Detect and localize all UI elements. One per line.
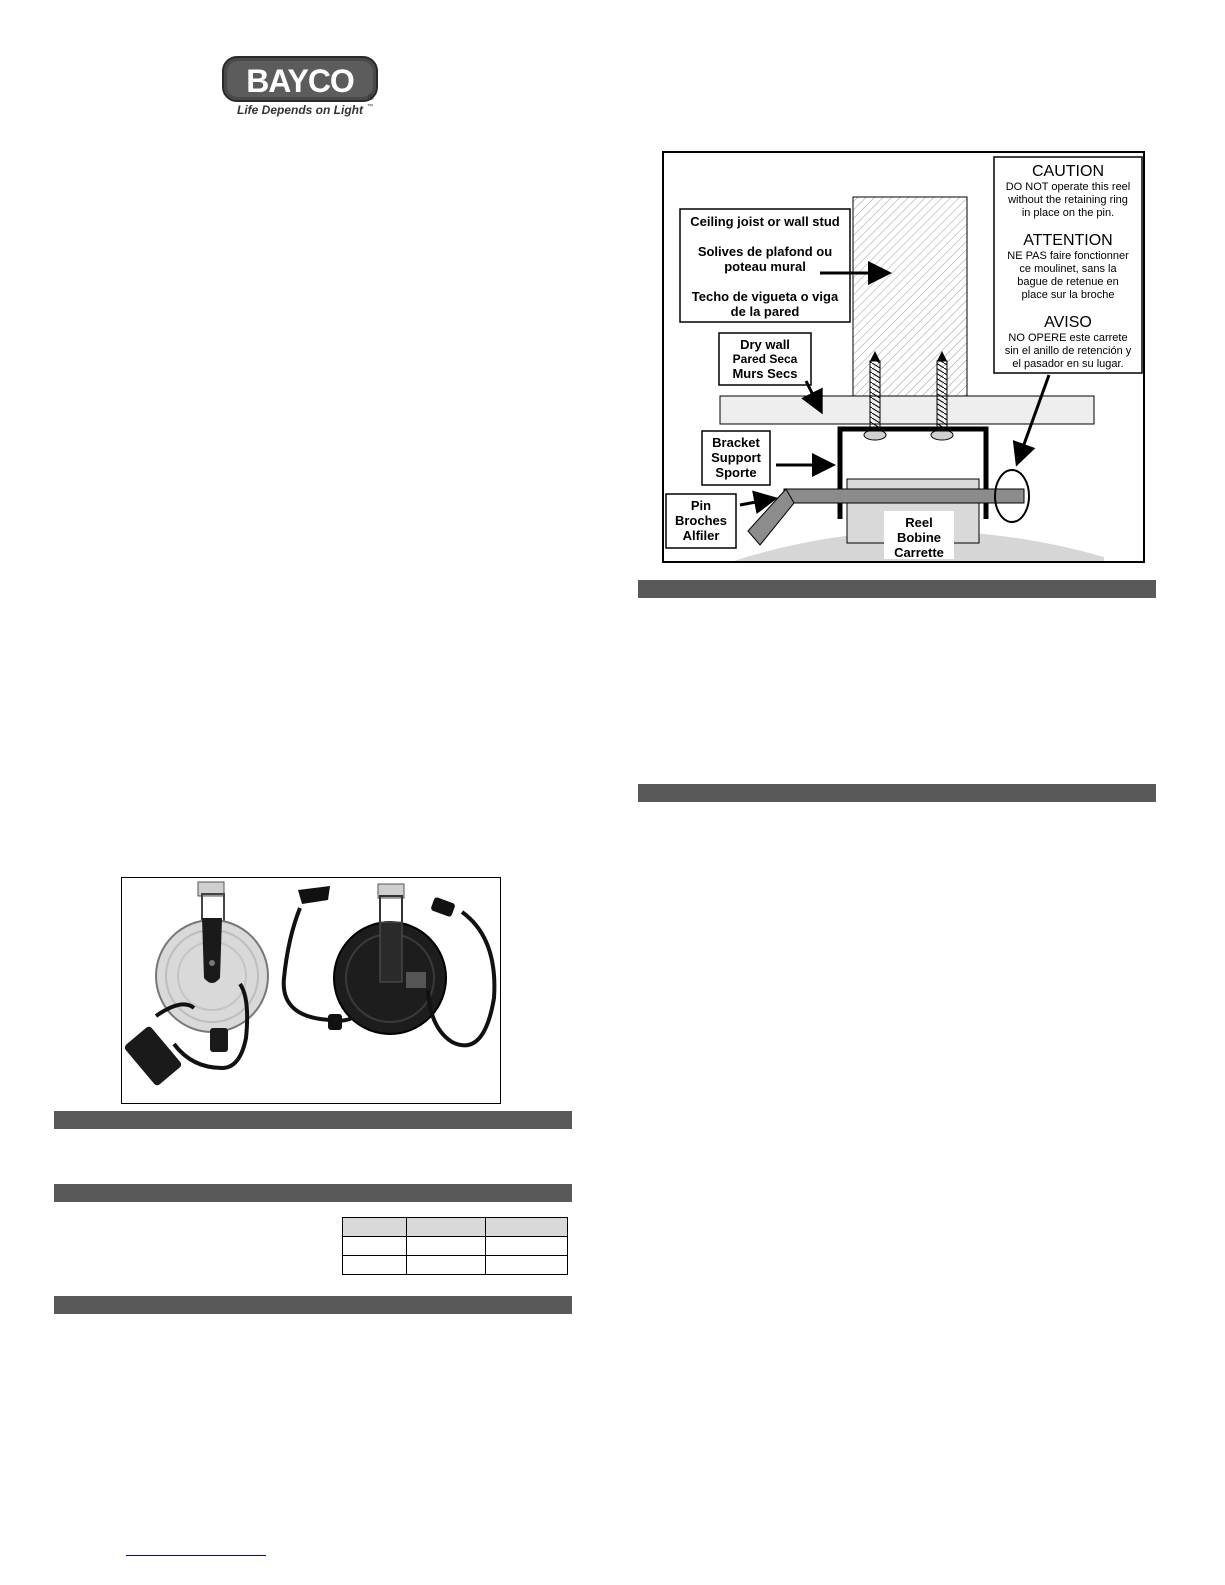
reel-label-fr: Bobine <box>896 530 942 545</box>
screw <box>937 361 947 433</box>
caution-title: CAUTION <box>1032 163 1104 180</box>
reel-label-es: Carrette <box>894 545 944 560</box>
caution-line: in place on the pin. <box>1021 207 1115 219</box>
bracket-label-fr: Support <box>711 450 761 465</box>
pin <box>784 489 1024 503</box>
bayco-logo <box>222 56 378 120</box>
caution-line: without the retaining ring <box>1008 194 1128 206</box>
section-header-bar <box>638 784 1156 802</box>
t-plug <box>298 886 330 904</box>
bayco-logo-graphic <box>222 56 378 120</box>
table-row <box>343 1237 568 1256</box>
table-cell <box>486 1256 568 1275</box>
product-photo <box>121 877 501 1104</box>
section-header-bar <box>638 580 1156 598</box>
aviso-line: el pasador en su lugar. <box>1012 358 1124 370</box>
caution-line: DO NOT operate this reel <box>1005 181 1131 193</box>
drywall-label-es: Pared Seca <box>732 352 798 366</box>
cord-reel-image <box>122 878 500 1103</box>
attention-line: ce moulinet, sans la <box>1019 263 1117 275</box>
table-cell <box>407 1256 486 1275</box>
hyperlink-underline[interactable] <box>126 1555 266 1556</box>
attention-line: NE PAS faire fonctionner <box>1007 250 1129 262</box>
table-cell <box>407 1218 486 1237</box>
table-row <box>343 1256 568 1275</box>
trademark-mark: ™ <box>367 104 373 110</box>
pin-label-es: Alfiler <box>682 528 720 543</box>
table-cell <box>343 1256 407 1275</box>
table-cell <box>486 1218 568 1237</box>
black-reel-plug <box>430 897 455 918</box>
brand-tagline: Life Depends on Light <box>237 103 363 117</box>
aviso-line: NO OPERE este carrete <box>1008 332 1128 344</box>
mounting-diagram-graphic <box>664 153 1143 561</box>
pin-label-fr: Broches <box>674 513 728 528</box>
registered-mark: ® <box>368 93 374 102</box>
section-header-bar <box>54 1184 572 1202</box>
aviso-title: AVISO <box>1044 314 1092 331</box>
bracket-label-es: Sporte <box>715 465 757 480</box>
pin-arrow <box>740 499 772 505</box>
section-header-bar <box>54 1111 572 1129</box>
reel-label-en: Reel <box>905 515 933 530</box>
section-header-bar <box>54 1296 572 1314</box>
joist-label-fr-2: poteau mural <box>724 259 806 274</box>
grey-reel-plug <box>210 1028 228 1052</box>
drywall-label-fr: Murs Secs <box>732 366 798 381</box>
attention-line: place sur la broche <box>1021 289 1115 301</box>
joist-label-es-1: Techo de vigueta o viga <box>691 289 839 304</box>
table-cell <box>407 1237 486 1256</box>
bracket-label-en: Bracket <box>712 435 760 450</box>
mounting-diagram <box>662 151 1145 563</box>
joist-label-en: Ceiling joist or wall stud <box>690 214 840 229</box>
brand-name: BAYCO <box>246 63 354 99</box>
joist-label-es-2: de la pared <box>730 304 800 319</box>
aviso-line: sin el anillo de retención y <box>1004 345 1132 357</box>
spec-table <box>342 1217 568 1275</box>
joist-label-fr-1: Solives de plafond ou <box>697 244 833 259</box>
table-cell <box>343 1218 407 1237</box>
pin-label-en: Pin <box>690 498 712 513</box>
screw <box>870 361 880 433</box>
attention-line: bague de retenue en <box>1017 276 1119 288</box>
table-cell <box>343 1237 407 1256</box>
table-cell <box>486 1237 568 1256</box>
attention-title: ATTENTION <box>1023 232 1113 249</box>
table-header-row <box>343 1218 568 1237</box>
triple-tap-outlet <box>123 1025 182 1087</box>
drywall-label-en: Dry wall <box>740 337 790 352</box>
